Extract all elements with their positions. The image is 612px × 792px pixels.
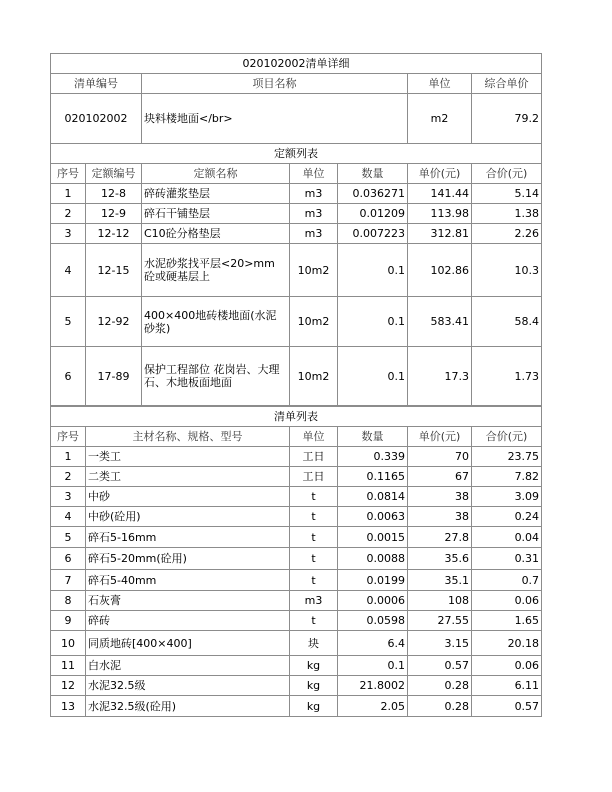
row-name: 400×400地砖楼地面(水泥砂浆) [142,297,290,347]
row-qty: 0.0814 [338,487,408,507]
col-header-price: 综合单价 [472,74,542,94]
row-name: 碎石5-16mm [86,527,290,548]
row-price: 583.41 [408,297,472,347]
row-no: 11 [51,656,86,676]
table-row [51,591,542,611]
row-total: 0.31 [472,548,542,570]
quota-header-unit: 单位 [290,164,338,184]
table-row [51,447,542,467]
row-total: 23.75 [472,447,542,467]
row-unit: m3 [290,184,338,204]
row-unit: m3 [290,591,338,611]
row-total: 58.4 [472,297,542,347]
row-total: 10.3 [472,244,542,297]
row-unit: kg [290,656,338,676]
materials-header-total: 合价(元) [472,427,542,447]
row-qty: 0.339 [338,447,408,467]
row-qty: 0.0015 [338,527,408,548]
col-header-unit: 单位 [408,74,472,94]
row-name: 碎石5-20mm(砼用) [86,548,290,570]
materials-section-title: 清单列表 [51,407,542,427]
row-name: C10砼分格垫层 [142,224,290,244]
row-price: 108 [408,591,472,611]
table-row [51,696,542,717]
row-no: 4 [51,244,86,297]
row-unit: m3 [290,204,338,224]
row-name: 水泥32.5级 [86,676,290,696]
bill-price: 79.2 [472,94,542,144]
bill-detail-table [50,53,542,144]
row-price: 35.1 [408,570,472,591]
row-price: 113.98 [408,204,472,224]
row-qty: 0.0598 [338,611,408,631]
row-price: 27.8 [408,527,472,548]
row-no: 5 [51,527,86,548]
row-total: 0.06 [472,591,542,611]
row-unit: 块 [290,631,338,656]
row-qty: 21.8002 [338,676,408,696]
row-price: 17.3 [408,347,472,406]
row-unit: 工日 [290,467,338,487]
row-no: 7 [51,570,86,591]
row-no: 9 [51,611,86,631]
table-row [51,184,542,204]
row-qty: 0.1 [338,656,408,676]
row-price: 0.28 [408,676,472,696]
row-total: 7.82 [472,467,542,487]
row-no: 1 [51,447,86,467]
quota-header-qty: 数量 [338,164,408,184]
row-name: 中砂(砼用) [86,507,290,527]
row-qty: 0.1165 [338,467,408,487]
materials-header-unit: 单位 [290,427,338,447]
row-no: 5 [51,297,86,347]
row-price: 67 [408,467,472,487]
row-total: 5.14 [472,184,542,204]
table-row [51,244,542,297]
row-qty: 0.0199 [338,570,408,591]
row-qty: 0.1 [338,297,408,347]
row-price: 3.15 [408,631,472,656]
row-no: 3 [51,224,86,244]
row-price: 35.6 [408,548,472,570]
quota-header-no: 序号 [51,164,86,184]
row-qty: 0.1 [338,347,408,406]
row-code: 12-12 [86,224,142,244]
table-row [51,507,542,527]
row-total: 2.26 [472,224,542,244]
row-total: 1.38 [472,204,542,224]
row-qty: 0.1 [338,244,408,297]
quota-header-price: 单价(元) [408,164,472,184]
row-total: 6.11 [472,676,542,696]
row-name: 水泥32.5级(砼用) [86,696,290,717]
quota-table [50,143,542,406]
row-price: 70 [408,447,472,467]
row-qty: 0.036271 [338,184,408,204]
row-code: 12-8 [86,184,142,204]
row-qty: 0.0006 [338,591,408,611]
quota-header-name: 定额名称 [142,164,290,184]
row-price: 141.44 [408,184,472,204]
row-code: 17-89 [86,347,142,406]
row-name: 白水泥 [86,656,290,676]
quota-header-code: 定额编号 [86,164,142,184]
row-no: 1 [51,184,86,204]
table-row [51,487,542,507]
quota-header-total: 合价(元) [472,164,542,184]
row-no: 12 [51,676,86,696]
row-total: 1.65 [472,611,542,631]
row-no: 13 [51,696,86,717]
bill-unit: m2 [408,94,472,144]
row-name: 碎石5-40mm [86,570,290,591]
row-unit: 10m2 [290,244,338,297]
row-unit: t [290,487,338,507]
row-total: 1.73 [472,347,542,406]
row-name: 二类工 [86,467,290,487]
row-no: 6 [51,548,86,570]
bill-name: 块料楼地面</br> [142,94,408,144]
table-row [51,570,542,591]
row-qty: 0.0063 [338,507,408,527]
table-row [51,676,542,696]
row-name: 中砂 [86,487,290,507]
row-price: 312.81 [408,224,472,244]
row-total: 0.06 [472,656,542,676]
row-price: 27.55 [408,611,472,631]
row-qty: 0.0088 [338,548,408,570]
row-name: 一类工 [86,447,290,467]
row-total: 0.04 [472,527,542,548]
row-name: 水泥砂浆找平层<20>mm 砼或硬基层上 [142,244,290,297]
row-no: 8 [51,591,86,611]
table-row [51,611,542,631]
row-total: 0.24 [472,507,542,527]
row-unit: t [290,527,338,548]
row-name: 石灰膏 [86,591,290,611]
bill-code: 020102002 [51,94,142,144]
row-no: 3 [51,487,86,507]
row-unit: kg [290,676,338,696]
materials-header-qty: 数量 [338,427,408,447]
materials-header-price: 单价(元) [408,427,472,447]
row-total: 3.09 [472,487,542,507]
row-price: 38 [408,487,472,507]
table-row [51,224,542,244]
materials-header-no: 序号 [51,427,86,447]
col-header-name: 项目名称 [142,74,408,94]
row-price: 102.86 [408,244,472,297]
row-unit: 10m2 [290,347,338,406]
table-row [51,297,542,347]
row-unit: t [290,548,338,570]
row-name: 碎砖灌浆垫层 [142,184,290,204]
row-code: 12-9 [86,204,142,224]
row-qty: 6.4 [338,631,408,656]
row-unit: m3 [290,224,338,244]
row-name: 碎石干铺垫层 [142,204,290,224]
table-row [51,527,542,548]
table-row [51,548,542,570]
row-unit: t [290,570,338,591]
table-row [51,204,542,224]
col-header-code: 清单编号 [51,74,142,94]
row-unit: t [290,611,338,631]
row-qty: 0.007223 [338,224,408,244]
row-qty: 2.05 [338,696,408,717]
row-unit: kg [290,696,338,717]
row-no: 2 [51,204,86,224]
row-name: 碎砖 [86,611,290,631]
table-row [51,347,542,406]
row-no: 6 [51,347,86,406]
materials-header-name: 主材名称、规格、型号 [86,427,290,447]
row-price: 0.28 [408,696,472,717]
row-unit: 工日 [290,447,338,467]
quota-section-title: 定额列表 [51,144,542,164]
row-no: 10 [51,631,86,656]
row-name: 同质地砖[400×400] [86,631,290,656]
row-no: 2 [51,467,86,487]
materials-table [50,406,542,717]
row-no: 4 [51,507,86,527]
row-unit: t [290,507,338,527]
row-code: 12-15 [86,244,142,297]
row-total: 0.7 [472,570,542,591]
row-total: 20.18 [472,631,542,656]
row-total: 0.57 [472,696,542,717]
row-unit: 10m2 [290,297,338,347]
row-price: 0.57 [408,656,472,676]
bill-title: 020102002清单详细 [51,54,542,74]
row-code: 12-92 [86,297,142,347]
row-qty: 0.01209 [338,204,408,224]
row-name: 保护工程部位 花岗岩、大理石、木地板面地面 [142,347,290,406]
table-row [51,467,542,487]
row-price: 38 [408,507,472,527]
table-row [51,631,542,656]
table-row [51,656,542,676]
